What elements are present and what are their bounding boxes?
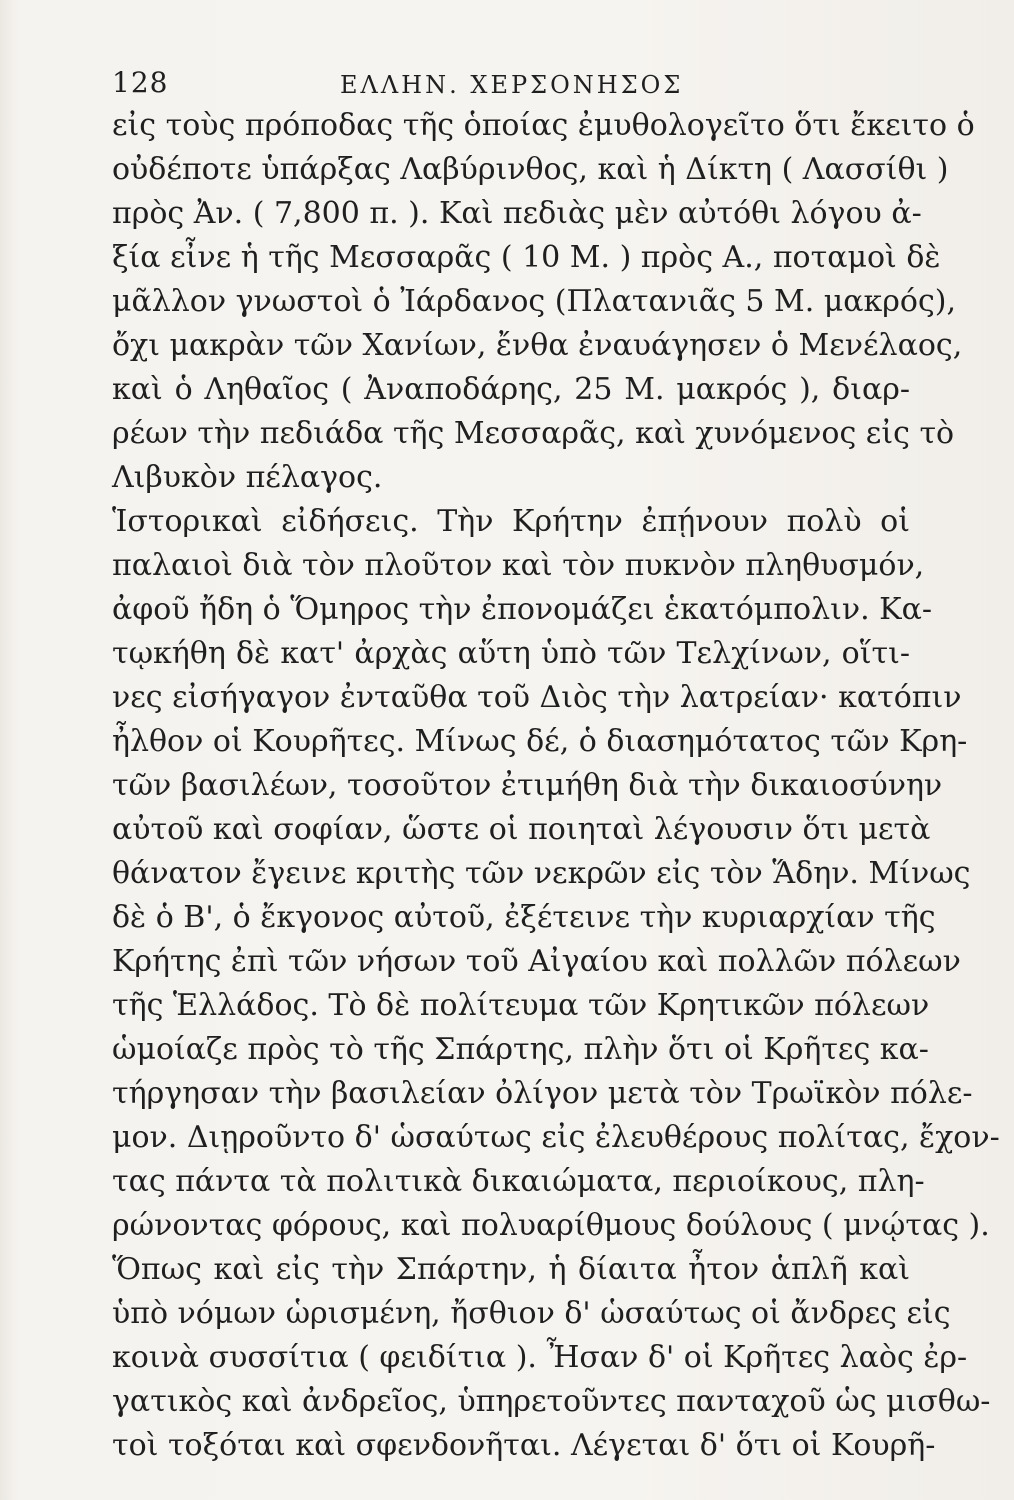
text-line: παλαιοὶ διὰ τὸν πλοῦτον καὶ τὸν πυκνὸν πληθυσμόν, xyxy=(112,548,925,583)
text-line: θάνατον ἔγεινε κριτὴς τῶν νεκρῶν εἰς τὸν Ἅδην. Μίνως xyxy=(112,856,971,891)
text-line: Λιβυκὸν πέλαγος. xyxy=(112,460,383,495)
running-title: ΕΛΛΗΝ. ΧΕΡΣΟΝΗΣΟΣ xyxy=(340,71,684,99)
text-line: τας πάντα τὰ πολιτικὰ δικαιώματα, περιοίκους, πλη- xyxy=(112,1164,925,1199)
text-line: γατικὸς καὶ ἀνδρεῖος, ὑπηρετοῦντες πανταχοῦ ὡς μισθω- xyxy=(112,1384,991,1419)
text-line: ὑπὸ νόμων ὡρισμένη, ἤσθιον δ' ὡσαύτως οἱ ἄνδρες εἰς xyxy=(112,1296,951,1331)
text-line: ρέων τὴν πεδιάδα τῆς Μεσσαρᾶς, καὶ χυνόμενος εἰς τὸ xyxy=(112,416,955,451)
text-line: αὐτοῦ καὶ σοφίαν, ὥστε οἱ ποιηταὶ λέγουσιν ὅτι μετὰ xyxy=(112,812,931,847)
text-line: δὲ ὁ Β', ὁ ἔκγονος αὐτοῦ, ἐξέτεινε τὴν κυριαρχίαν τῆς xyxy=(112,900,936,935)
text-line: Ὅπως καὶ εἰς τὴν Σπάρτην, ἡ δίαιτα ἦτον ἁπλῆ καὶ xyxy=(112,1252,910,1287)
text-line: ὡμοίαζε πρὸς τὸ τῆς Σπάρτης, πλὴν ὅτι οἱ Κρῆτες κα- xyxy=(112,1032,929,1067)
text-line: ἀφοῦ ἤδη ὁ Ὅμηρος τὴν ἐπονομάζει ἑκατόμπολιν. Κα- xyxy=(112,592,932,627)
text-line: ξία εἶνε ἡ τῆς Μεσσαρᾶς ( 10 Μ. ) πρὸς Α., ποταμοὶ δὲ xyxy=(112,240,941,275)
text-line: πρὸς Ἀν. ( 7,800 π. ). Καὶ πεδιὰς μὲν αὐτόθι λόγου ἀ- xyxy=(112,196,922,231)
text-line: τῳκήθη δὲ κατ' ἀρχὰς αὕτη ὑπὸ τῶν Τελχίνων, οἵτι- xyxy=(112,636,910,671)
page-number: 128 xyxy=(112,66,169,99)
body-text xyxy=(112,104,1000,1468)
text-line: τήργησαν τὴν βασιλείαν ὀλίγον μετὰ τὸν Τρωϊκὸν πόλε- xyxy=(112,1076,973,1111)
text-line: τοὶ τοξόται καὶ σφενδονῆται. Λέγεται δ' ὅτι οἱ Κουρῆ- xyxy=(112,1428,936,1463)
text-line: ἦλθον οἱ Κουρῆτες. Μίνως δέ, ὁ διασημότατος τῶν Κρη- xyxy=(112,724,968,759)
text-line: ρώνοντας φόρους, καὶ πολυαρίθμους δούλους ( μνῴτας ). xyxy=(112,1208,990,1243)
text-line: μᾶλλον γνωστοὶ ὁ Ἰάρδανος (Πλατανιᾶς 5 Μ. μακρός), xyxy=(112,284,957,319)
text-line: μον. Διῃροῦντο δ' ὡσαύτως εἰς ἐλευθέρους πολίτας, ἔχον- xyxy=(112,1120,1000,1155)
text-line: τῶν βασιλέων, τοσοῦτον ἐτιμήθη διὰ τὴν δικαιοσύνην xyxy=(112,768,943,803)
text-line: κοινὰ συσσίτια ( φειδίτια ). Ἦσαν δ' οἱ Κρῆτες λαὸς ἐρ- xyxy=(112,1340,968,1375)
text-line: νες εἰσήγαγον ἐνταῦθα τοῦ Διὸς τὴν λατρείαν· κατόπιν xyxy=(112,680,962,715)
text-line: Ἱστορικαὶ εἰδήσεις. Τὴν Κρήτην ἐπῄνουν πολὺ οἱ xyxy=(112,504,910,539)
text-line: εἰς τοὺς πρόποδας τῆς ὁποίας ἐμυθολογεῖτο ὅτι ἔκειτο ὁ xyxy=(112,108,975,143)
text-line: Κρήτης ἐπὶ τῶν νήσων τοῦ Αἰγαίου καὶ πολλῶν πόλεων xyxy=(112,944,961,979)
text-line: ὄχι μακρὰν τῶν Χανίων, ἔνθα ἐναυάγησεν ὁ Μενέλαος, xyxy=(112,328,963,363)
page-header xyxy=(112,66,912,100)
text-line: καὶ ὁ Ληθαῖος ( Ἀναποδάρης, 25 Μ. μακρός ), διαρ- xyxy=(112,372,910,407)
text-line: τῆς Ἑλλάδος. Τὸ δὲ πολίτευμα τῶν Κρητικῶν πόλεων xyxy=(112,988,930,1023)
text-line: οὐδέποτε ὑπάρξας Λαβύρινθος, καὶ ἡ Δίκτη ( Λασσίθι ) xyxy=(112,152,949,187)
